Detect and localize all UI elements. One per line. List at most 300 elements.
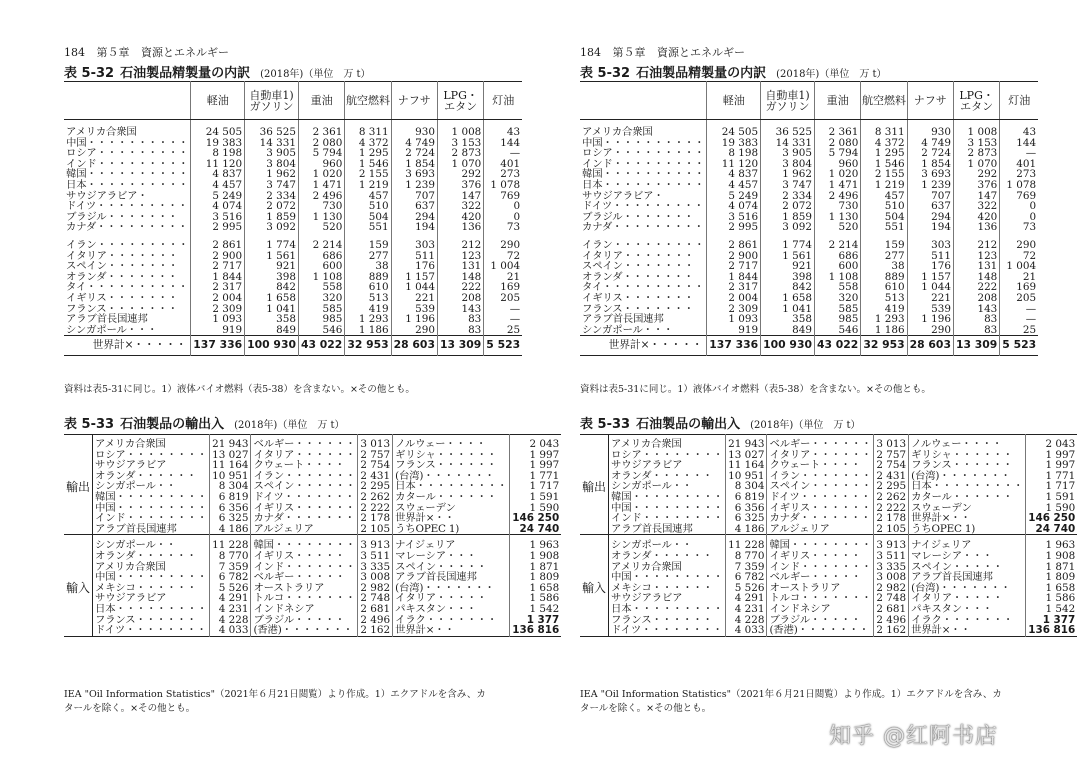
cell-value: 169 — [484, 282, 522, 293]
cell-value: 921 — [761, 261, 815, 272]
total-value: 28 603 — [907, 336, 953, 356]
table1-title: 表 5-32 石油製品精製量の内訳 (2018年)（単位 万 t） — [580, 66, 887, 81]
cell-value: 146 250 — [510, 513, 562, 524]
total-value: 32 953 — [861, 336, 907, 356]
country-name: インド・・・・・・・ — [251, 562, 358, 573]
cell-value: 585 — [814, 304, 860, 315]
cell-value: 6 819 — [726, 492, 767, 503]
country-name: マレーシア・・・ — [393, 551, 510, 562]
country-name: 韓国・・・・・・・・・・ — [582, 168, 705, 181]
cell-value: 1 859 — [245, 212, 299, 223]
country-name: サウジアラビア — [93, 460, 210, 471]
country-name: アメリカ合衆国 — [93, 562, 210, 573]
cell-value: 919 — [707, 325, 761, 336]
import-label: 輸入 — [580, 535, 609, 636]
cell-value: 2 214 — [814, 233, 860, 251]
cell-value: 2 178 — [358, 513, 393, 524]
cell-value: 2 900 — [707, 251, 761, 262]
country-name: ベルギー・・・・・ — [767, 572, 874, 583]
country-name: ブラジル・・・・・・・ — [582, 210, 694, 223]
cell-value: 1 962 — [245, 169, 299, 180]
cell-value: 205 — [1000, 293, 1038, 304]
cell-value: 849 — [761, 325, 815, 336]
cell-value: 1 809 — [1026, 572, 1077, 583]
cell-value: 842 — [245, 282, 299, 293]
cell-value: 457 — [345, 191, 391, 202]
cell-value: 4 837 — [707, 169, 761, 180]
country-name: 中国・・・・・・・・・ — [93, 572, 210, 583]
country-name: アルジェリア — [767, 524, 874, 535]
cell-value: 1 008 — [953, 120, 999, 138]
cell-value: 36 525 — [245, 120, 299, 138]
cell-value: 1 239 — [391, 180, 437, 191]
cell-value: 212 — [953, 233, 999, 251]
cell-value: 539 — [907, 304, 953, 315]
cell-value: 10 951 — [210, 471, 251, 482]
cell-value: 2 080 — [814, 138, 860, 149]
cell-value: 1 020 — [814, 169, 860, 180]
cell-value: 2 155 — [861, 169, 907, 180]
cell-value: 2 334 — [761, 191, 815, 202]
cell-value: 194 — [907, 222, 953, 233]
country-name: スペイン・・・・・ — [909, 562, 1026, 573]
table1-note: 資料は表5-31に同じ。1）液体バイオ燃料（表5-38）を含まない。×その他とも。 — [580, 384, 931, 395]
cell-value: 1 908 — [510, 551, 562, 562]
cell-value: 842 — [761, 282, 815, 293]
cell-value: 36 525 — [761, 120, 815, 138]
cell-value: 320 — [298, 293, 344, 304]
country-name: イラン・・・・・・・・・ — [66, 238, 189, 251]
cell-value: 222 — [437, 282, 483, 293]
cell-value: 551 — [861, 222, 907, 233]
country-name: オーストラリア — [767, 583, 874, 594]
country-name: 世界計×・・ — [393, 513, 510, 524]
country-name: 日本・・・・・・・・・ — [609, 604, 726, 615]
cell-value: 546 — [298, 325, 344, 336]
cell-value: 83 — [437, 314, 483, 325]
cell-value: 147 — [953, 191, 999, 202]
cell-value: 2 754 — [874, 460, 909, 471]
cell-value: 24 505 — [191, 120, 245, 138]
cell-value: 2 222 — [358, 503, 393, 514]
column-header: ナフサ — [907, 82, 953, 120]
cell-value: 2 717 — [707, 261, 761, 272]
country-name: フランス・・・・・・ — [93, 615, 210, 626]
cell-value: 2 262 — [358, 492, 393, 503]
country-name: パキスタン・・・ — [393, 604, 510, 615]
cell-value: 131 — [437, 261, 483, 272]
table-row — [64, 325, 522, 336]
cell-value: 11 164 — [210, 460, 251, 471]
cell-value: 3 335 — [358, 562, 393, 573]
cell-value: 3 693 — [391, 169, 437, 180]
cell-value: 3 153 — [953, 138, 999, 149]
country-name: 世界計×・・ — [909, 513, 1026, 524]
cell-value: 2 717 — [191, 261, 245, 272]
cell-value: 1 546 — [345, 159, 391, 170]
cell-value: 322 — [437, 201, 483, 212]
country-name: サウジアラビア — [609, 460, 726, 471]
country-name: インド・・・・・・・ — [767, 562, 874, 573]
cell-value: 21 943 — [726, 435, 767, 450]
cell-value: 2 178 — [874, 513, 909, 524]
cell-value: 1 717 — [510, 481, 562, 492]
cell-value: 5 249 — [191, 191, 245, 202]
cell-value: 546 — [814, 325, 860, 336]
cell-value: 0 — [484, 212, 522, 223]
cell-value: 1 130 — [814, 212, 860, 223]
table-row — [64, 222, 522, 233]
cell-value: 919 — [191, 325, 245, 336]
country-name: イギリス・・・・・・・ — [582, 291, 694, 304]
cell-value: 1 044 — [907, 282, 953, 293]
cell-value: 8 770 — [210, 551, 251, 562]
country-name: ベルギー・・・・・・ — [767, 435, 874, 450]
cell-value: 1 157 — [391, 272, 437, 283]
cell-value: 2 496 — [358, 615, 393, 626]
country-name: イラン・・・・・・・ — [251, 471, 358, 482]
country-name: オランダ・・・・・・ — [609, 551, 726, 562]
cell-value: 1 871 — [1026, 562, 1077, 573]
country-name: ギリシャ・・・・・・ — [393, 450, 510, 461]
cell-value: 4 372 — [861, 138, 907, 149]
cell-value: 1 774 — [761, 233, 815, 251]
cell-value: 294 — [907, 212, 953, 223]
cell-value: 2 317 — [191, 282, 245, 293]
cell-value: 2 295 — [874, 481, 909, 492]
column-header: 灯油 — [1000, 82, 1038, 120]
cell-value: 921 — [245, 261, 299, 272]
country-name: ロシア・・・・・・・・・ — [582, 147, 705, 160]
cell-value: 1 293 — [861, 314, 907, 325]
table-row — [580, 551, 1077, 562]
cell-value: 420 — [953, 212, 999, 223]
cell-value: 43 — [1000, 120, 1038, 138]
cell-value: 25 — [484, 325, 522, 336]
country-name: ナイジェリア — [393, 535, 510, 551]
column-header: 重油 — [298, 82, 344, 120]
cell-value: 1 078 — [484, 180, 522, 191]
cell-value: 1 004 — [1000, 261, 1038, 272]
country-name: ドイツ・・・・・・・・ — [609, 625, 726, 636]
cell-value: 3 092 — [245, 222, 299, 233]
table2-note: IEA "Oil Information Statistics"（2021年６月21日閲覧）より作成。1）エクアドルを含み、カタールを除く。×その他とも。 — [580, 689, 1002, 714]
country-name: ドイツ・・・・・・・ — [251, 492, 358, 503]
cell-value: 1 871 — [510, 562, 562, 573]
country-name: シンガポール・・ — [609, 535, 726, 551]
cell-value: 2 681 — [358, 604, 393, 615]
cell-value: 169 — [1000, 282, 1038, 293]
cell-value: 277 — [861, 251, 907, 262]
cell-value: 5 794 — [298, 148, 344, 159]
country-name: 中国・・・・・・・・・・ — [582, 136, 705, 149]
total-value: 100 930 — [761, 336, 815, 356]
cell-value: 2 754 — [358, 460, 393, 471]
country-name: アメリカ合衆国 — [609, 435, 726, 450]
cell-value: 1 471 — [298, 180, 344, 191]
table-row — [64, 625, 561, 636]
country-name: タイ・・・・・・・・・・ — [66, 281, 189, 294]
cell-value: 2 748 — [874, 593, 909, 604]
cell-value: 0 — [1000, 201, 1038, 212]
cell-value: 510 — [861, 201, 907, 212]
country-name: インド・・・・・・・・・ — [582, 157, 705, 170]
country-name: ブラジル・・・・・ — [251, 615, 358, 626]
cell-value: — — [484, 304, 522, 315]
table1-note: 資料は表5-31に同じ。1）液体バイオ燃料（表5-38）を含まない。×その他とも。 — [64, 384, 415, 395]
cell-value: 21 — [1000, 272, 1038, 283]
cell-value: 21 — [484, 272, 522, 283]
cell-value: 3 008 — [874, 572, 909, 583]
country-name: フランス・・・・・・ — [609, 615, 726, 626]
cell-value: 5 794 — [814, 148, 860, 159]
country-name: うちOPEC 1) — [909, 524, 1026, 535]
cell-value: 3 013 — [874, 435, 909, 450]
country-name: シンガポール・・・ — [582, 323, 674, 336]
cell-value: 707 — [907, 191, 953, 202]
cell-value: 551 — [345, 222, 391, 233]
running-header: 184 第５章 資源とエネルギー — [580, 46, 745, 59]
cell-value: 123 — [437, 251, 483, 262]
country-name: (台湾)・・・・・・・ — [909, 471, 1026, 482]
cell-value: 0 — [484, 201, 522, 212]
table2-title: 表 5-33 石油製品の輸出入 (2018年)（単位 万 t） — [580, 417, 861, 432]
cell-value: 1 078 — [1000, 180, 1038, 191]
cell-value: 376 — [953, 180, 999, 191]
cell-value: 320 — [814, 293, 860, 304]
total-row — [64, 336, 522, 356]
cell-value: 221 — [391, 293, 437, 304]
country-name: サウジアラビア・ — [66, 189, 148, 202]
cell-value: 1 044 — [391, 282, 437, 293]
cell-value: 2 004 — [191, 293, 245, 304]
cell-value: 1 219 — [345, 180, 391, 191]
table-row — [64, 551, 561, 562]
country-name: アメリカ合衆国 — [93, 435, 210, 450]
country-name: スペイン・・・・・・・ — [66, 260, 179, 273]
cell-value: 147 — [437, 191, 483, 202]
country-name: (台湾)・・・・・・・ — [393, 471, 510, 482]
cell-value: 1 774 — [245, 233, 299, 251]
cell-value: 1 108 — [814, 272, 860, 283]
cell-value: 3 905 — [761, 148, 815, 159]
cell-value: 960 — [814, 159, 860, 170]
cell-value: 1 377 — [1026, 615, 1077, 626]
cell-value: 2 496 — [814, 191, 860, 202]
cell-value: 686 — [814, 251, 860, 262]
cell-value: 1 471 — [814, 180, 860, 191]
table-row — [64, 293, 522, 304]
cell-value: 707 — [391, 191, 437, 202]
cell-value: 43 — [484, 120, 522, 138]
column-header: 軽油 — [707, 82, 761, 120]
cell-value: 3 804 — [761, 159, 815, 170]
cell-value: 2 361 — [814, 120, 860, 138]
cell-value: 21 943 — [210, 435, 251, 450]
cell-value: 25 — [1000, 325, 1038, 336]
country-name: シンガポール・・ — [93, 535, 210, 551]
cell-value: 3 747 — [245, 180, 299, 191]
country-name: インド・・・・・・・・ — [609, 513, 726, 524]
cell-value: 889 — [345, 272, 391, 283]
cell-value: 19 383 — [707, 138, 761, 149]
cell-value: 273 — [484, 169, 522, 180]
cell-value: 3 335 — [874, 562, 909, 573]
column-header: 航空燃料 — [861, 82, 907, 120]
header-row — [64, 82, 522, 120]
table2-title: 表 5-33 石油製品の輸出入 (2018年)（単位 万 t） — [64, 417, 345, 432]
table-row — [64, 435, 561, 450]
cell-value: 1 295 — [345, 148, 391, 159]
country-name: ノルウェー・・・・ — [909, 435, 1026, 450]
cell-value: 8 198 — [707, 148, 761, 159]
country-name: カナダ・・・・・・・・・ — [582, 221, 704, 234]
cell-value: 4 033 — [210, 625, 251, 636]
running-header: 184 第５章 資源とエネルギー — [64, 46, 229, 59]
country-name: イタリア・・・・・ — [909, 593, 1026, 604]
country-name: フランス・・・・・・・ — [66, 302, 178, 315]
cell-value: 376 — [437, 180, 483, 191]
cell-value: 1 093 — [191, 314, 245, 325]
cell-value: 38 — [345, 261, 391, 272]
country-name: ベルギー・・・・・・ — [251, 435, 358, 450]
cell-value: 2 105 — [874, 524, 909, 535]
cell-value: 7 359 — [726, 562, 767, 573]
country-name: オランダ・・・・・・・ — [582, 270, 694, 283]
cell-value: 520 — [298, 222, 344, 233]
cell-value: 83 — [953, 314, 999, 325]
total-label: 世界計×・・・・・ — [580, 336, 707, 356]
country-name: 日本・・・・・・・・・ — [909, 481, 1026, 492]
country-name: 日本・・・・・・・・・ — [393, 481, 510, 492]
country-name: アラブ首長国連邦 — [582, 313, 664, 326]
cell-value: 4 837 — [191, 169, 245, 180]
cell-value: 194 — [391, 222, 437, 233]
country-name: サウジアラビア・ — [582, 189, 664, 202]
country-name: スペイン・・・・・ — [393, 562, 510, 573]
cell-value: 1 157 — [907, 272, 953, 283]
table-row — [64, 492, 561, 503]
cell-value: 3 804 — [245, 159, 299, 170]
cell-value: 4 186 — [726, 524, 767, 535]
cell-value: 504 — [345, 212, 391, 223]
cell-value: 2 873 — [953, 148, 999, 159]
cell-value: 10 951 — [726, 471, 767, 482]
cell-value: 2 155 — [345, 169, 391, 180]
cell-value: 294 — [391, 212, 437, 223]
cell-value: 3 013 — [358, 435, 393, 450]
country-name: イギリス・・・・・・ — [767, 503, 874, 514]
cell-value: 1 844 — [191, 272, 245, 283]
cell-value: 0 — [1000, 212, 1038, 223]
cell-value: 1 041 — [761, 304, 815, 315]
cell-value: 610 — [861, 282, 907, 293]
total-value: 13 309 — [953, 336, 999, 356]
cell-value: 513 — [861, 293, 907, 304]
total-value: 137 336 — [707, 336, 761, 356]
country-name: 世界計×・・ — [393, 625, 510, 636]
cell-value: 1 771 — [510, 471, 562, 482]
cell-value: 398 — [761, 272, 815, 283]
cell-value: 24 505 — [707, 120, 761, 138]
cell-value: 131 — [953, 261, 999, 272]
cell-value: 3 913 — [358, 535, 393, 551]
country-name: イタリア・・・・・ — [393, 593, 510, 604]
cell-value: 6 819 — [210, 492, 251, 503]
country-name: イラク・・・・・・・ — [393, 615, 510, 626]
cell-value: 4 228 — [726, 615, 767, 626]
country-name: アメリカ合衆国 — [582, 126, 653, 138]
country-name: オランダ・・・・・・・ — [66, 270, 178, 283]
country-name: アメリカ合衆国 — [609, 562, 726, 573]
cell-value: 2 214 — [298, 233, 344, 251]
cell-value: 2 072 — [245, 201, 299, 212]
cell-value: 930 — [391, 120, 437, 138]
table2-note: IEA "Oil Information Statistics"（2021年６月21日閲覧）より作成。1）エクアドルを含み、カタールを除く。×その他とも。 — [64, 689, 486, 714]
cell-value: 292 — [437, 169, 483, 180]
country-name: トルコ・・・・・・・ — [251, 593, 358, 604]
country-name: イラン・・・・・・・ — [767, 471, 874, 482]
country-name: カナダ・・・・・・・ — [767, 513, 874, 524]
total-value: 137 336 — [191, 336, 245, 356]
cell-value: 19 383 — [191, 138, 245, 149]
country-name: ドイツ・・・・・・・・・ — [582, 200, 704, 213]
column-header: 軽油 — [191, 82, 245, 120]
country-name: クウェート・・・・ — [767, 460, 874, 471]
cell-value: 2 072 — [761, 201, 815, 212]
cell-value: 83 — [953, 325, 999, 336]
country-name: インドネシア — [251, 604, 358, 615]
cell-value: — — [1000, 304, 1038, 315]
export-label: 輸出 — [580, 435, 609, 535]
cell-value: 1 108 — [298, 272, 344, 283]
cell-value: 1 908 — [1026, 551, 1077, 562]
cell-value: 1 186 — [345, 325, 391, 336]
country-name: アメリカ合衆国 — [66, 126, 137, 138]
country-name: ナイジェリア — [909, 535, 1026, 551]
cell-value: 889 — [861, 272, 907, 283]
country-name: ベルギー・・・・・ — [251, 572, 358, 583]
cell-value: 14 331 — [761, 138, 815, 149]
cell-value: 686 — [298, 251, 344, 262]
cell-value: 3 913 — [874, 535, 909, 551]
cell-value: 5 526 — [210, 583, 251, 594]
cell-value: 14 331 — [245, 138, 299, 149]
cell-value: 6 325 — [210, 513, 251, 524]
right-page — [522, 0, 1076, 768]
cell-value: 730 — [298, 201, 344, 212]
cell-value: 539 — [391, 304, 437, 315]
cell-value: 1 591 — [1026, 492, 1077, 503]
cell-value: 1 219 — [861, 180, 907, 191]
column-header — [580, 82, 707, 120]
trade-table — [64, 434, 561, 637]
country-name: パキスタン・・・ — [909, 604, 1026, 615]
cell-value: 3 511 — [874, 551, 909, 562]
country-name: イラク・・・・・・・ — [909, 615, 1026, 626]
cell-value: 358 — [761, 314, 815, 325]
cell-value: 1 844 — [707, 272, 761, 283]
country-name: 韓国・・・・・・・・ — [767, 535, 874, 551]
cell-value: 769 — [484, 191, 522, 202]
cell-value: 1 542 — [1026, 604, 1077, 615]
cell-value: 1 093 — [707, 314, 761, 325]
cell-value: 2 431 — [358, 471, 393, 482]
column-header — [64, 82, 191, 120]
total-value: 13 309 — [437, 336, 483, 356]
cell-value: 8 311 — [861, 120, 907, 138]
cell-value: 221 — [907, 293, 953, 304]
